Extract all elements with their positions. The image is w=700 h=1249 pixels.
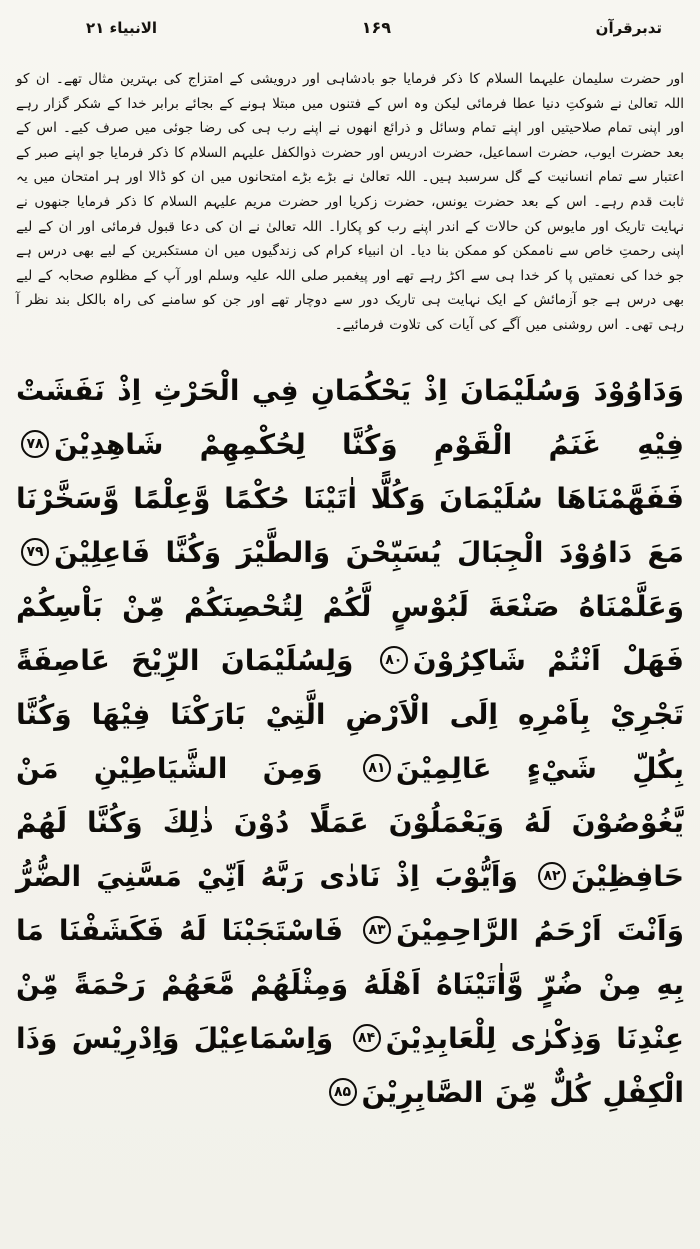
ayah-number-marker: ۸۰	[380, 646, 408, 674]
verse-text: وَمِنَ الشَّيَاطِيْنِ مَنْ يَّغُوْصُوْنَ لَهُ وَيَعْمَلُوْنَ عَمَلًا دُوْنَ ذٰلِكَ وَكُنَّا لَهُمْ حَافِظِيْنَ	[16, 751, 684, 893]
verse-text: فَاسْتَجَبْنَا لَهُ فَكَشَفْنَا مَا بِهِ مِنْ ضُرٍّ وَّاٰتَيْنَاهُ اَهْلَهُ وَمِثْلَهُمْ مَّعَهُمْ رَحْمَةً مِّنْ عِنْدِنَا وَذِكْرٰى لِلْعَابِدِيْنَ	[16, 913, 684, 1055]
verse-text: وَدَاوُوْدَ وَسُلَيْمَانَ اِذْ يَحْكُمَانِ فِي الْحَرْثِ اِذْ نَفَشَتْ فِيْهِ غَنَمُ الْقَوْمِ وَكُنَّا لِحُكْمِهِمْ شَاهِدِيْنَ	[16, 373, 684, 461]
verse-text: وَاَيُّوْبَ اِذْ نَادٰى رَبَّهُ اَنِّيْ مَسَّنِيَ الضُّرُّ وَاَنْتَ اَرْحَمُ الرَّاحِمِيْنَ	[16, 859, 684, 947]
ayah-number-marker: ۸۴	[353, 1024, 381, 1052]
verse-text: وَاِسْمَاعِيْلَ وَاِدْرِيْسَ وَذَا الْكِفْلِ كُلٌّ مِّنَ الصَّابِرِيْنَ	[16, 1021, 684, 1109]
commentary-text: اور حضرت سلیمان علیہما السلام کا ذکر فرمایا جو بادشاہی اور درویشی کے امتزاج کی بہترین مثال تھے۔ ان کو اللہ تعالیٰ نے شوکتِ دنیا عطا فرمائی لیکن وہ اس کے فتنوں میں مبتلا ہونے کے بجائے برابر خدا کے شکر گزار رہے اور اپنی تمام صلاحیتیں اور اپنے تمام وسائل و ذرائع انھوں نے اپنے رب ہی کی رضا جوئی میں صرف کیے۔ اس کے بعد حضرت ایوب، حضرت اسماعیل، حضرت ادریس اور حضرت ذوالکفل علیہم السلام کا ذکر فرمایا جو اپنے صبر کے اعتبار سے تمام انسانیت کے گل سرسبد ہیں۔ اللہ تعالیٰ نے بڑے بڑے امتحانوں میں ان کو ڈالا اور ہر امتحان میں یہ ثابت قدم رہے۔ اس کے بعد حضرت یونس، حضرت زکریا اور حضرت مریم علیہم السلام کا ذکر فرمایا جنھوں نے نہایت تاریک اور مایوس کن حالات کے اندر اپنے رب کو پکارا۔ اللہ تعالیٰ نے ان کی دعا قبول فرمائی اور ان کے لیے اپنی رحمتِ خاص سے ناممکن کو ممکن بنا دیا۔ ان انبیاء کرام کی زندگیوں میں ان مستکبرین کے لیے بھی درس ہے جو خدا کی نعمتیں پا کر خدا ہی سے اکڑ رہے تھے اور پیغمبر صلی اللہ علیہ وسلم اور آپ کے مظلوم صحابہ کے لیے بھی درس ہے جو آزمائش کے ایک نہایت ہی تاریک دور سے دوچار تھے اور جن کو سامنے کی راہ بالکل بند نظر آ رہی تھی۔ اس روشنی میں آگے کی آیات کی تلاوت فرمائیے۔	[16, 71, 684, 333]
book-title: تدبرقرآن	[595, 19, 662, 37]
ayah-number-marker: ۸۵	[329, 1078, 357, 1106]
ayah-number-marker: ۷۹	[21, 538, 49, 566]
verse-text: وَعَلَّمْنَاهُ صَنْعَةَ لَبُوْسٍ لَّكُمْ لِتُحْصِنَكُمْ مِّنْ بَاْسِكُمْ فَهَلْ اَنْتُمْ شَاكِرُوْنَ	[16, 589, 685, 677]
surah-title: الانبیاء ۲۱	[86, 19, 158, 37]
ayah-number-marker: ۸۱	[363, 754, 391, 782]
page-header	[10, 14, 690, 37]
verse-text: فَفَهَّمْنَاهَا سُلَيْمَانَ وَكُلًّا اٰتَيْنَا حُكْمًا وَّعِلْمًا وَّسَخَّرْنَا مَعَ دَاوُوْدَ الْجِبَالَ يُسَبِّحْنَ وَالطَّيْرَ وَكُنَّا فَاعِلِيْنَ	[16, 481, 684, 569]
page-number: ۱۶۹	[361, 18, 391, 37]
verse-text: وَلِسُلَيْمَانَ الرِّيْحَ عَاصِفَةً تَجْرِيْ بِاَمْرِهِ اِلَى الْاَرْضِ الَّتِيْ بَارَكْنَا فِيْهَا وَكُنَّا بِكُلِّ شَيْءٍ عَالِمِيْنَ	[16, 643, 685, 785]
ayah-number-marker: ۷۸	[21, 430, 49, 458]
ayah-number-marker: ۸۲	[538, 862, 566, 890]
ayah-number-marker: ۸۳	[363, 916, 391, 944]
verses-block	[12, 364, 688, 1120]
